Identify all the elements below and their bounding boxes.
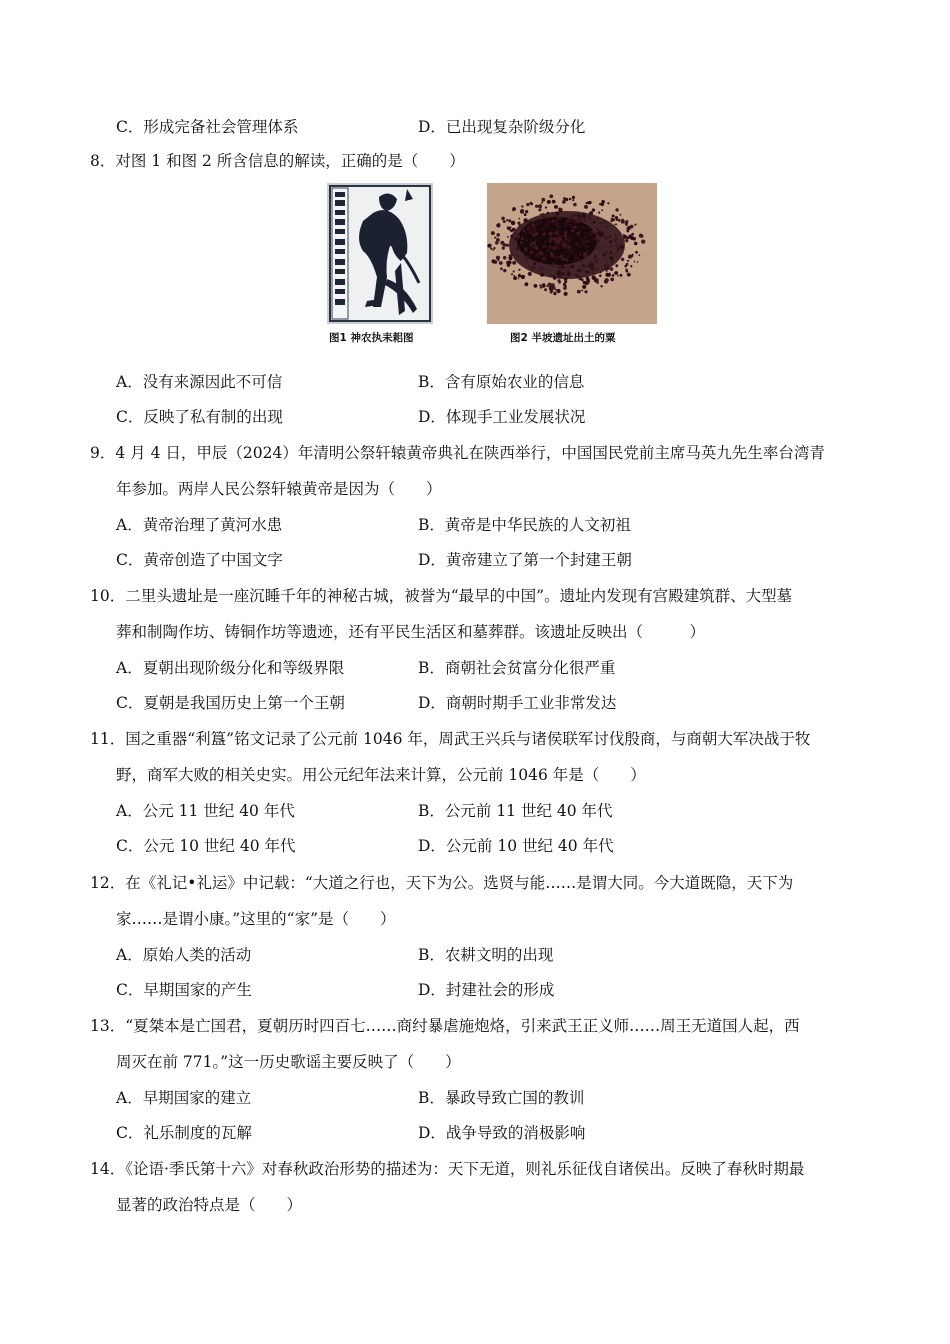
q12-stem-line-2: 家……是谓小康。”这里的“家”是（ ） <box>116 910 396 928</box>
q7-option-c: C．形成完备社会管理体系 <box>116 118 299 136</box>
figure-1-caption: 图1 神农执耒耜图 <box>329 332 414 344</box>
q10-option-b: B．商朝社会贫富分化很严重 <box>418 659 616 677</box>
q9-stem-line-2: 年参加。两岸人民公祭轩辕黄帝是因为（ ） <box>116 480 442 498</box>
figure-2-millet-photo <box>487 183 657 324</box>
q12-stem-line-1: 12．在《礼记•礼运》中记载：“大道之行也，天下为公。选贤与能……是谓大同。今大道既隐，天下为 <box>90 874 794 892</box>
q10-stem-line-2: 葬和制陶作坊、铸铜作坊等遗迹，还有平民生活区和墓葬群。该遗址反映出（ ） <box>116 623 706 641</box>
q12-option-d: D．封建社会的形成 <box>418 981 555 999</box>
q9-option-b: B．黄帝是中华民族的人文初祖 <box>418 516 631 534</box>
q12-option-a: A．原始人类的活动 <box>116 946 252 964</box>
q11-option-c: C．公元 10 世纪 40 年代 <box>116 837 296 855</box>
q8-option-d: D．体现手工业发展状况 <box>418 408 586 426</box>
q13-stem-line-1: 13．“夏桀本是亡国君，夏朝历时四百七……商纣暴虐施炮烙，引来武王正义师……周王无道国人起，西 <box>90 1017 800 1035</box>
q13-option-a: A．早期国家的建立 <box>116 1089 252 1107</box>
q8-stem-line-1: 8．对图 1 和图 2 所含信息的解读，正确的是（ ） <box>90 152 465 170</box>
q14-stem-line-1: 14．《论语·季氏第十六》对春秋政治形势的描述为：天下无道，则礼乐征伐自诸侯出。反映了春秋时期最 <box>90 1160 805 1178</box>
millet-grains-image <box>487 183 657 324</box>
q11-stem-line-1: 11．国之重器“利簋”铭文记录了公元前 1046 年，周武王兴兵与诸侯联军讨伐殷商，与商朝大军决战于牧 <box>90 730 811 748</box>
q12-option-b: B．农耕文明的出现 <box>418 946 554 964</box>
q13-option-c: C．礼乐制度的瓦解 <box>116 1124 252 1142</box>
q11-option-d: D．公元前 10 世纪 40 年代 <box>418 837 614 855</box>
q12-option-c: C．早期国家的产生 <box>116 981 252 999</box>
shennong-rubbing-image <box>327 183 433 324</box>
q11-option-b: B．公元前 11 世纪 40 年代 <box>418 802 613 820</box>
q8-option-b: B．含有原始农业的信息 <box>418 373 585 391</box>
q10-option-d: D．商朝时期手工业非常发达 <box>418 694 617 712</box>
q13-option-b: B．暴政导致亡国的教训 <box>418 1089 585 1107</box>
figure-2-caption: 图2 半坡遗址出土的粟 <box>510 332 616 344</box>
q9-option-c: C．黄帝创造了中国文字 <box>116 551 283 569</box>
q8-option-c: C．反映了私有制的出现 <box>116 408 283 426</box>
figure-1-shennong-rubbing <box>327 183 433 324</box>
q11-stem-line-2: 野，商军大败的相关史实。用公元纪年法来计算，公元前 1046 年是（ ） <box>116 766 646 784</box>
q7-option-d: D．已出现复杂阶级分化 <box>418 118 586 136</box>
q9-option-a: A．黄帝治理了黄河水患 <box>116 516 283 534</box>
q9-option-d: D．黄帝建立了第一个封建王朝 <box>418 551 632 569</box>
q14-stem-line-2: 显著的政治特点是（ ） <box>116 1196 303 1214</box>
q10-option-a: A．夏朝出现阶级分化和等级界限 <box>116 659 345 677</box>
q9-stem-line-1: 9．4 月 4 日，甲辰（2024）年清明公祭轩辕黄帝典礼在陕西举行，中国国民党前主席马英九先生率台湾青 <box>90 444 825 462</box>
q8-option-a: A．没有来源因此不可信 <box>116 373 283 391</box>
q10-stem-line-1: 10．二里头遗址是一座沉睡千年的神秘古城，被誉为“最早的中国”。遗址内发现有宫殿建筑群、大型墓 <box>90 587 793 605</box>
q11-option-a: A．公元 11 世纪 40 年代 <box>116 802 295 820</box>
q10-option-c: C．夏朝是我国历史上第一个王朝 <box>116 694 345 712</box>
q13-option-d: D．战争导致的消极影响 <box>418 1124 586 1142</box>
q13-stem-line-2: 周灭在前 771。”这一历史歌谣主要反映了（ ） <box>116 1053 461 1071</box>
